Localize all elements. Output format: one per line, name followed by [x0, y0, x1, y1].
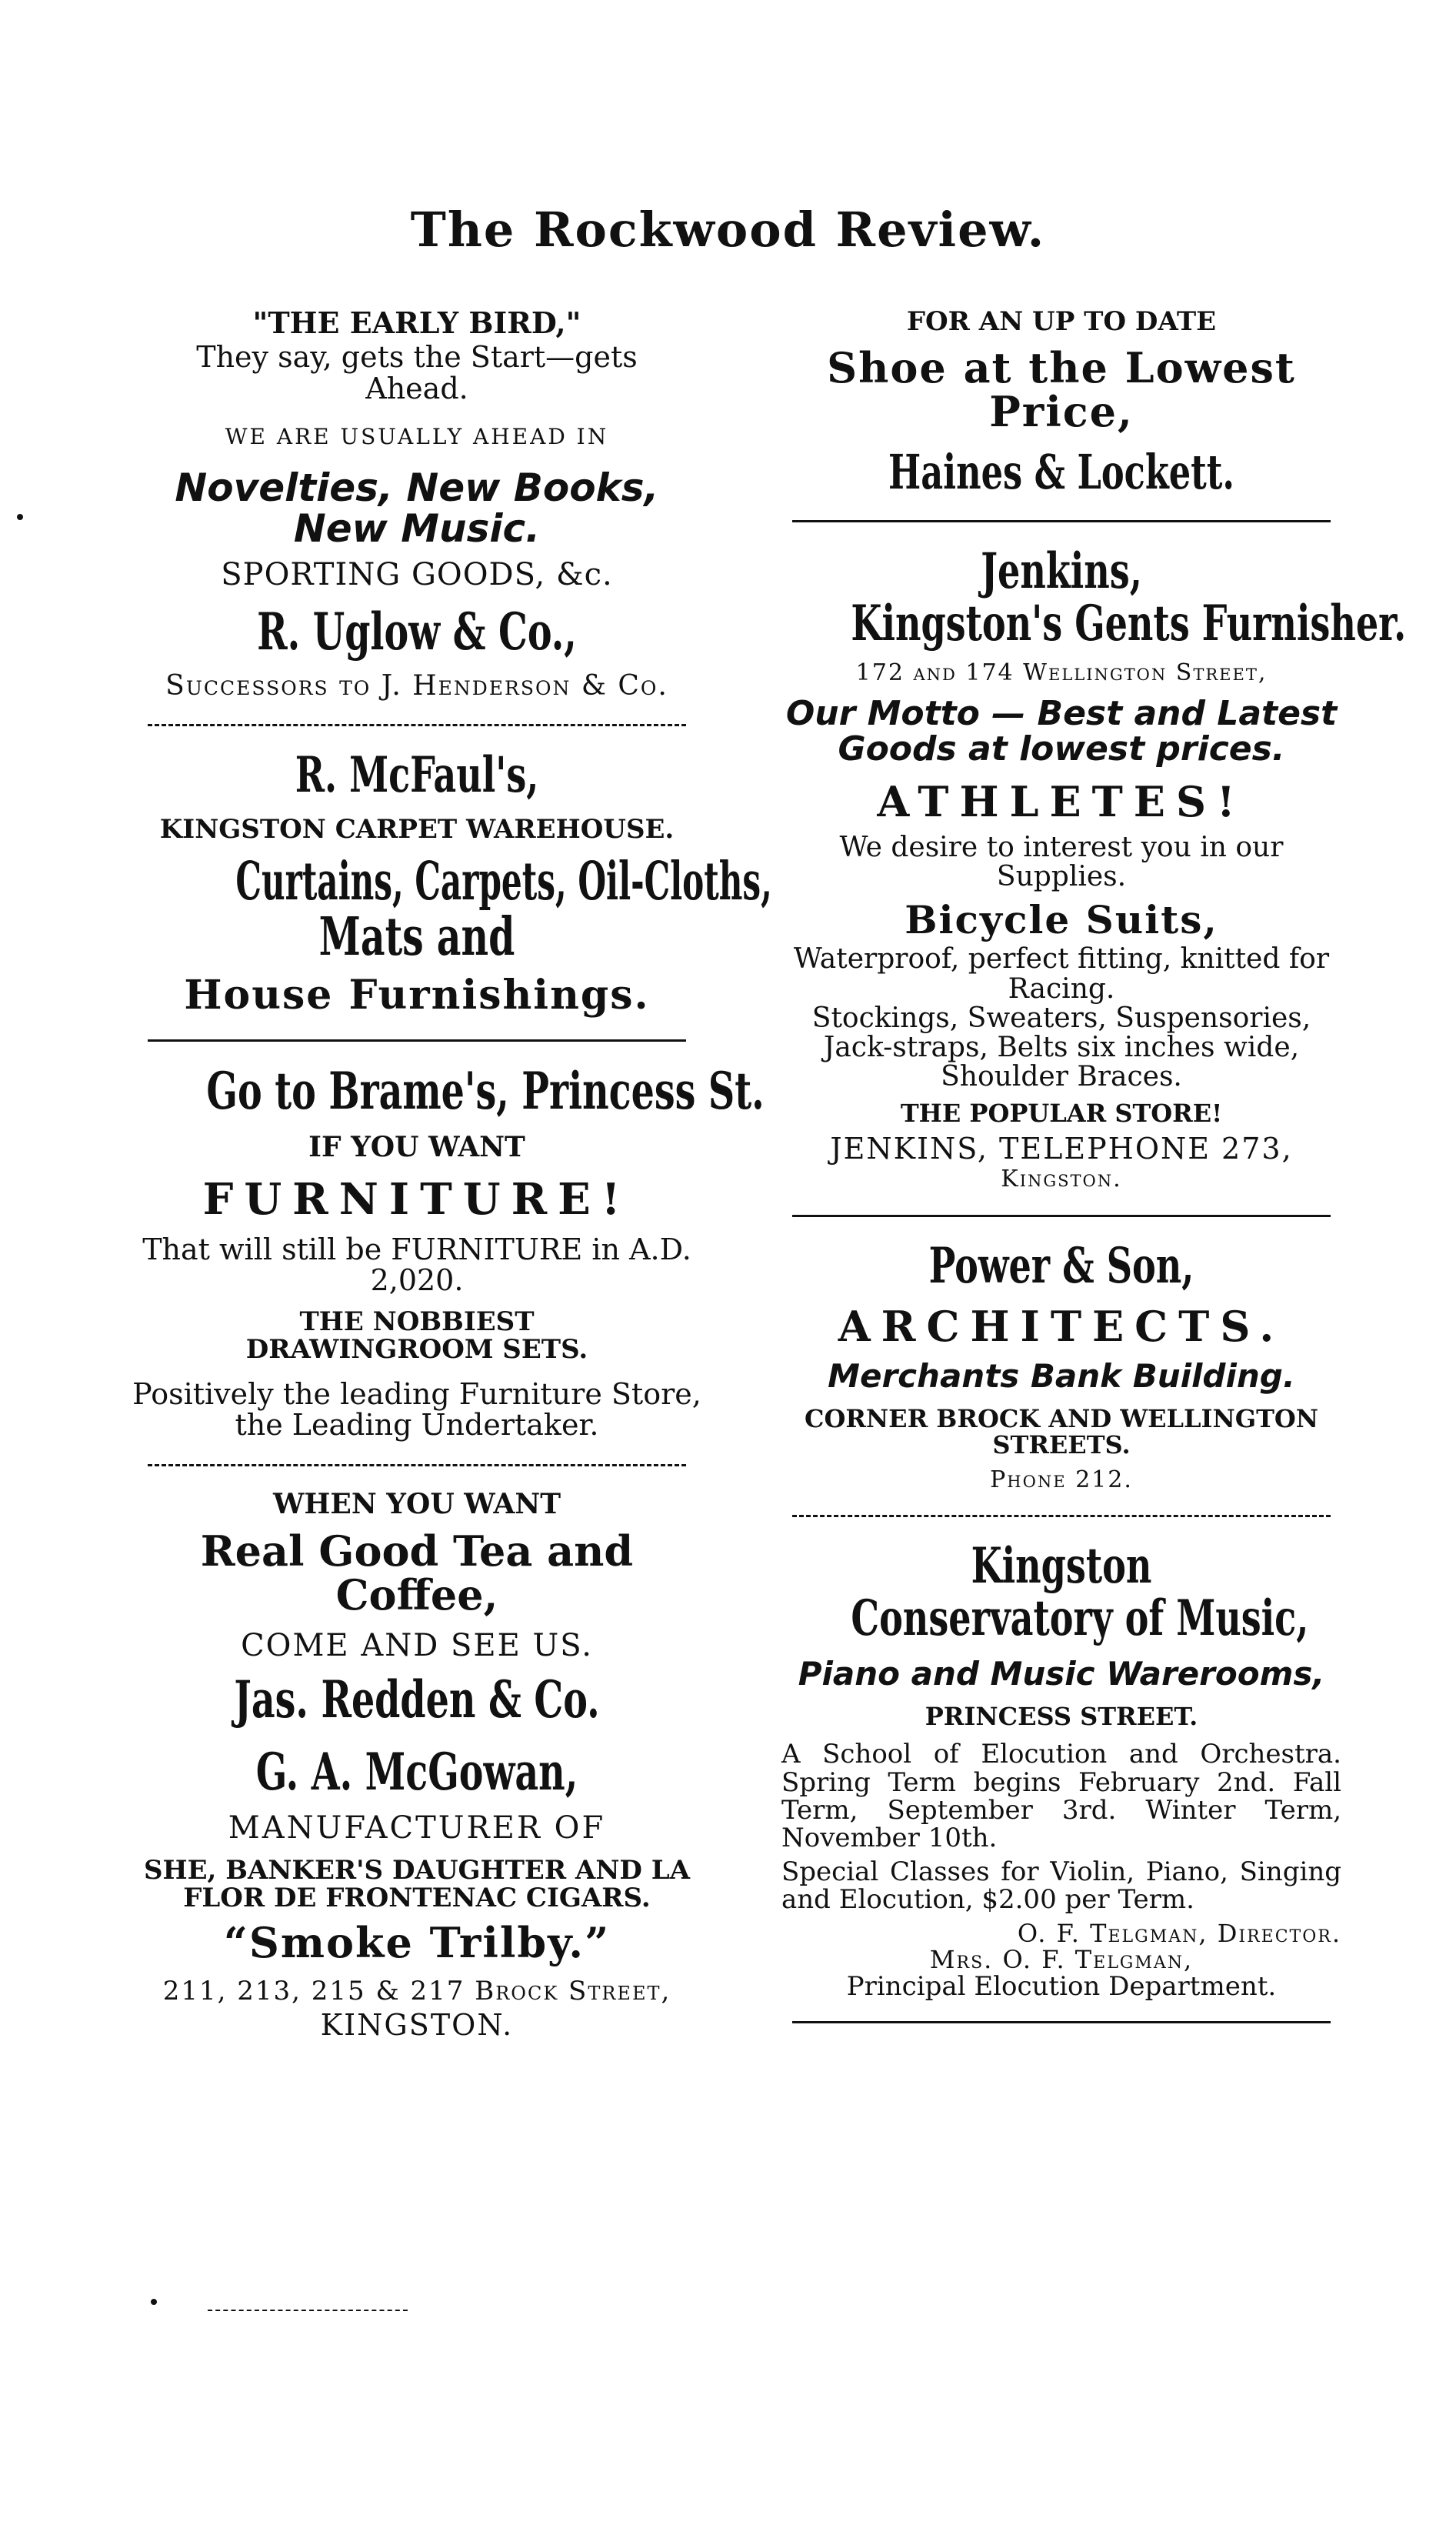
ad-haines-firm-name: Haines & Lockett.	[888, 443, 1234, 500]
divider	[148, 724, 685, 726]
ad-brame-still-furniture: That will still be FURNITURE in A.D. 2,020.	[142, 1232, 691, 1297]
ad-conservatory-principal: Principal Elocution Department.	[846, 1971, 1277, 2003]
margin-mark	[151, 2299, 157, 2305]
ad-redden	[125, 1489, 709, 1727]
ad-conservatory-school: A School of Elocution and Orchestra. Spring Term begins February 2nd. Fall Term, September 3rd. Winter Term, November 10th.	[781, 1739, 1341, 1853]
ad-uglow-successors: Successors to J. Henderson & Co.	[165, 669, 668, 702]
ad-conservatory-classes: Special Classes for Violin, Piano, Singing and Elocution, $2.00 per Term.	[781, 1856, 1341, 1915]
ad-power-corner: CORNER BROCK AND WELLINGTON STREETS.	[804, 1403, 1319, 1459]
page-title: The Rockwood Review.	[410, 202, 1046, 258]
ad-brame-furniture: FURNITURE!	[202, 1174, 631, 1226]
ad-brame-headline: Go to Brame's, Princess St.	[206, 1061, 765, 1122]
divider	[208, 2310, 408, 2311]
ad-jenkins	[769, 542, 1407, 1193]
ad-jenkins-waterproof: Waterproof, perfect fitting, knitted for Racing.	[793, 943, 1330, 1005]
divider	[792, 2021, 1330, 2023]
ad-haines-up-to-date: FOR AN UP TO DATE	[906, 306, 1217, 337]
ad-uglow-tagline: They say, gets the Start—gets Ahead.	[196, 340, 638, 405]
ad-mcgowan-smoke-trilby: “Smoke Trilby.”	[223, 1918, 611, 1968]
margin-mark	[17, 514, 23, 520]
ad-mcfaul-warehouse: KINGSTON CARPET WAREHOUSE.	[159, 813, 675, 845]
ad-conservatory-mrs: Mrs. O. F. Telgman,	[929, 1944, 1194, 1974]
ad-mcgowan-manufacturer: MANUFACTURER OF	[228, 1810, 606, 1846]
ad-jenkins-firm-name: Jenkins,	[981, 542, 1142, 601]
ad-conservatory	[769, 1537, 1354, 2023]
divider	[148, 1464, 685, 1466]
ad-power	[769, 1237, 1354, 1493]
ad-mcgowan-city: KINGSTON.	[320, 2008, 514, 2043]
ad-jenkins-athletes: ATHLETES!	[877, 776, 1246, 826]
ad-haines-shoe: Shoe at the Lowest Price,	[827, 343, 1296, 437]
ad-brame-if-you-want: IF YOU WANT	[308, 1131, 525, 1164]
ad-mcgowan-cigars: SHE, BANKER'S DAUGHTER AND LA FLOR DE FRONTENAC CIGARS.	[143, 1855, 691, 1914]
ad-uglow-firm-name: R. Uglow & Co.,	[257, 601, 577, 662]
ad-jenkins-furnisher: Kingston's Gents Furnisher.	[851, 595, 1407, 653]
ad-mcfaul-firm-name: R. McFaul's,	[295, 745, 539, 804]
ad-jenkins-bicycle-suits: Bicycle Suits,	[905, 897, 1218, 943]
ad-redden-when-you-want: WHEN YOU WANT	[272, 1487, 561, 1520]
ad-conservatory-name: Conservatory of Music,	[851, 1589, 1309, 1648]
ad-brame-positively: Positively the leading Furniture Store, the Leading Undertaker.	[132, 1377, 701, 1443]
ad-jenkins-supplies: We desire to interest you in our Supplies.	[839, 832, 1284, 893]
ad-brame-nobbiest: THE NOBBIEST DRAWINGROOM SETS.	[245, 1306, 588, 1366]
ad-jenkins-popular-store: THE POPULAR STORE!	[900, 1099, 1223, 1129]
ad-mcfaul-mats: Mats and	[318, 906, 515, 968]
ad-power-architects: ARCHITECTS.	[838, 1302, 1285, 1352]
ad-jenkins-stockings: Stockings, Sweaters, Suspensories, Jack-straps, Belts six inches wide, Shoulder Braces.	[811, 1002, 1311, 1093]
right-column	[769, 306, 1407, 2046]
ad-redden-tea-coffee: Real Good Tea and Coffee,	[200, 1526, 634, 1620]
ad-jenkins-motto: Our Motto — Best and Latest Goods at lowest prices.	[785, 693, 1338, 769]
ad-uglow-novelties: Novelties, New Books, New Music.	[175, 465, 659, 552]
ad-jenkins-address: 172 and 174 Wellington Street,	[855, 659, 1268, 686]
ad-mcgowan	[125, 1741, 709, 2043]
ad-brame	[125, 1061, 765, 1443]
ad-power-building: Merchants Bank Building.	[828, 1357, 1295, 1396]
divider	[792, 1215, 1330, 1217]
ad-redden-come-see: COME AND SEE US.	[241, 1628, 593, 1664]
divider	[792, 520, 1330, 522]
left-column	[125, 305, 772, 2043]
ad-haines	[769, 306, 1354, 500]
ad-conservatory-warerooms: Piano and Music Warerooms,	[798, 1655, 1325, 1693]
ad-redden-firm-name: Jas. Redden & Co.	[234, 1669, 600, 1729]
ad-conservatory-kingston: Kingston	[971, 1537, 1152, 1596]
divider	[792, 1515, 1330, 1517]
ad-jenkins-telephone: JENKINS, TELEPHONE 273,	[830, 1132, 1293, 1166]
ad-uglow-headline: "THE EARLY BIRD,"	[252, 305, 581, 340]
ad-conservatory-director: O. F. Telgman, Director.	[1017, 1918, 1341, 1948]
ad-mcfaul-furnishings: House Furnishings.	[184, 971, 650, 1019]
ad-mcgowan-address: 211, 213, 215 & 217 Brock Street,	[162, 1976, 671, 2007]
ad-mcfaul-curtains: Curtains, Carpets, Oil-Cloths,	[235, 850, 772, 912]
ad-conservatory-street: PRINCESS STREET.	[925, 1701, 1198, 1731]
ad-uglow	[125, 305, 709, 702]
ad-mcfaul	[125, 745, 772, 1019]
divider	[148, 1039, 685, 1042]
ad-uglow-sporting: SPORTING GOODS, &c.	[221, 557, 613, 593]
ad-jenkins-city: Kingston.	[1001, 1166, 1122, 1193]
ad-uglow-ahead: WE ARE USUALLY AHEAD IN	[225, 423, 609, 449]
ad-power-firm-name: Power & Son,	[928, 1237, 1194, 1296]
ad-power-phone: Phone 212.	[990, 1466, 1133, 1493]
ad-mcgowan-firm-name: G. A. McGowan,	[255, 1741, 578, 1802]
